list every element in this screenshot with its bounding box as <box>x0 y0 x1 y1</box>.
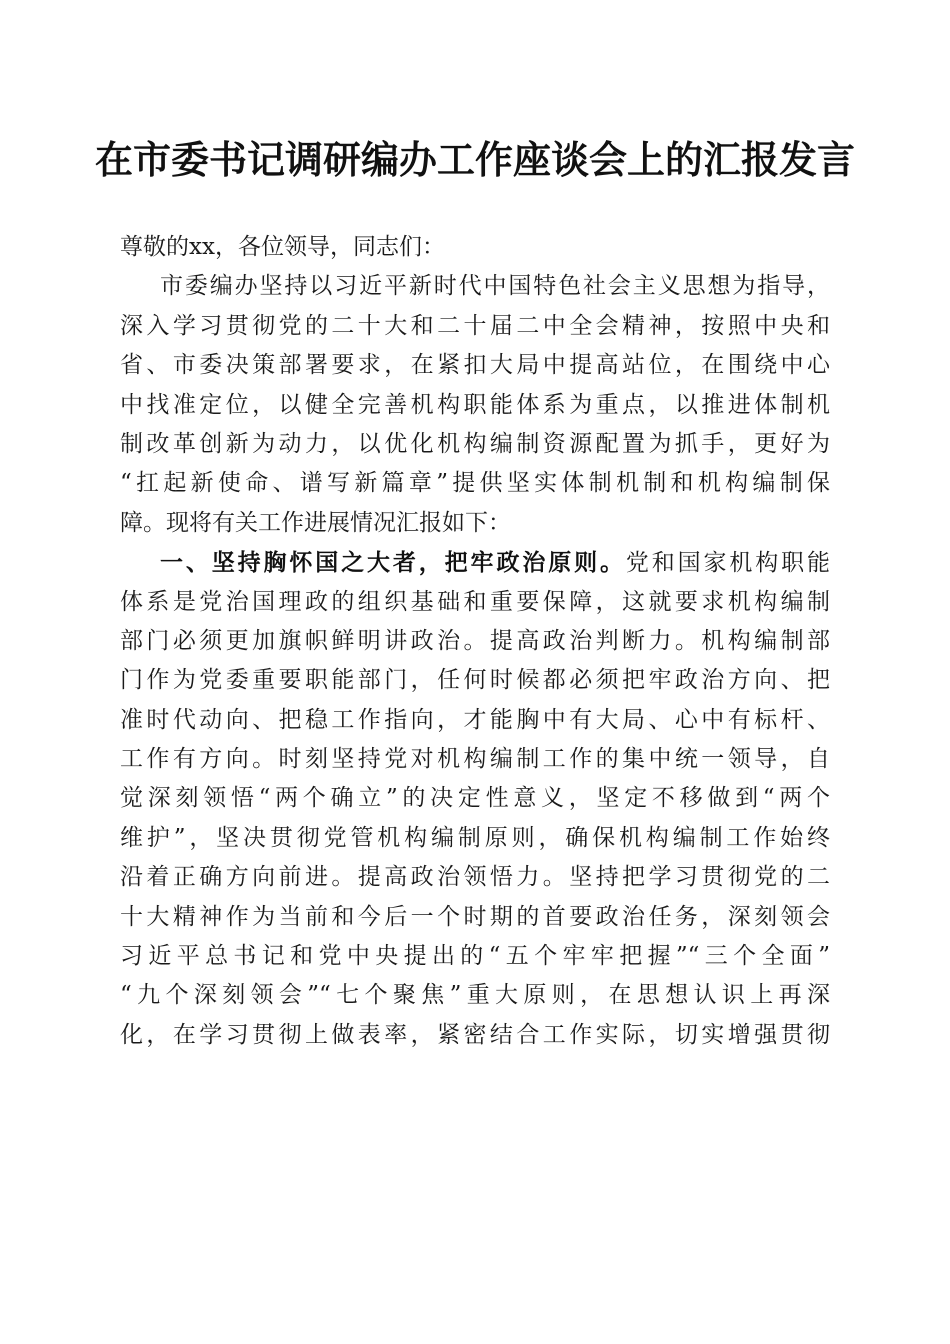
intro-line: 省、市委决策部署要求，在紧扣大局中提高站位，在围绕中心 <box>120 352 830 379</box>
section-1-line: 维护”，坚决贯彻党管机构编制原则，确保机构编制工作始终 <box>120 824 830 851</box>
section-1-paragraph <box>120 543 830 1055</box>
section-1-line: 部门必须更加旗帜鲜明讲政治。提高政治判断力。机构编制部 <box>120 627 830 654</box>
intro-line: 障。现将有关工作进展情况汇报如下： <box>120 509 511 536</box>
intro-line: 市委编办坚持以习近平新时代中国特色社会主义思想为指导， <box>160 273 830 300</box>
section-1-line: 工作有方向。时刻坚持党对机构编制工作的集中统一领导，自 <box>120 746 830 773</box>
section-1-line: 沿着正确方向前进。提高政治领悟力。坚持把学习贯彻党的二 <box>120 864 830 891</box>
section-1-line: 门作为党委重要职能部门，任何时候都必须把牢政治方向、把 <box>120 667 830 694</box>
intro-line: 中找准定位，以健全完善机构职能体系为重点，以推进体制机 <box>120 391 830 418</box>
section-1-line: 体系是党治国理政的组织基础和重要保障，这就要求机构编制 <box>120 588 830 615</box>
section-1-line: 化，在学习贯彻上做表率，紧密结合工作实际，切实增强贯彻 <box>120 1021 830 1048</box>
section-1-line: 准时代动向、把稳工作指向，才能胸中有大局、心中有标杆、 <box>120 706 830 733</box>
section-1-heading: 一、坚持胸怀国之大者，把牢政治原则。 <box>160 549 626 577</box>
section-1-first-line-text: 党和国家机构职能 <box>625 550 831 577</box>
section-1-first-line <box>120 543 830 582</box>
section-1-line: 十大精神作为当前和今后一个时期的首要政治任务，深刻领会 <box>120 903 830 930</box>
intro-line: 深入学习贯彻党的二十大和二十届二中全会精神，按照中央和 <box>120 312 830 339</box>
document-body <box>120 228 830 1055</box>
intro-paragraph <box>120 267 830 543</box>
intro-line: “扛起新使命、谱写新篇章”提供坚实体制机制和机构编制保 <box>120 470 830 497</box>
document-title: 在市委书记调研编办工作座谈会上的汇报发言 <box>94 137 855 182</box>
intro-line: 制改革创新为动力，以优化机构编制资源配置为抓手，更好为 <box>120 430 830 457</box>
section-1-line: “九个深刻领会”“七个聚焦”重大原则，在思想认识上再深 <box>120 982 830 1009</box>
section-1-line: 习近平总书记和党中央提出的“五个牢牢把握”“三个全面” <box>120 943 830 970</box>
salutation: 尊敬的xx，各位领导，同志们： <box>120 234 445 260</box>
section-1-line: 觉深刻领悟“两个确立”的决定性意义，坚定不移做到“两个 <box>120 785 830 812</box>
